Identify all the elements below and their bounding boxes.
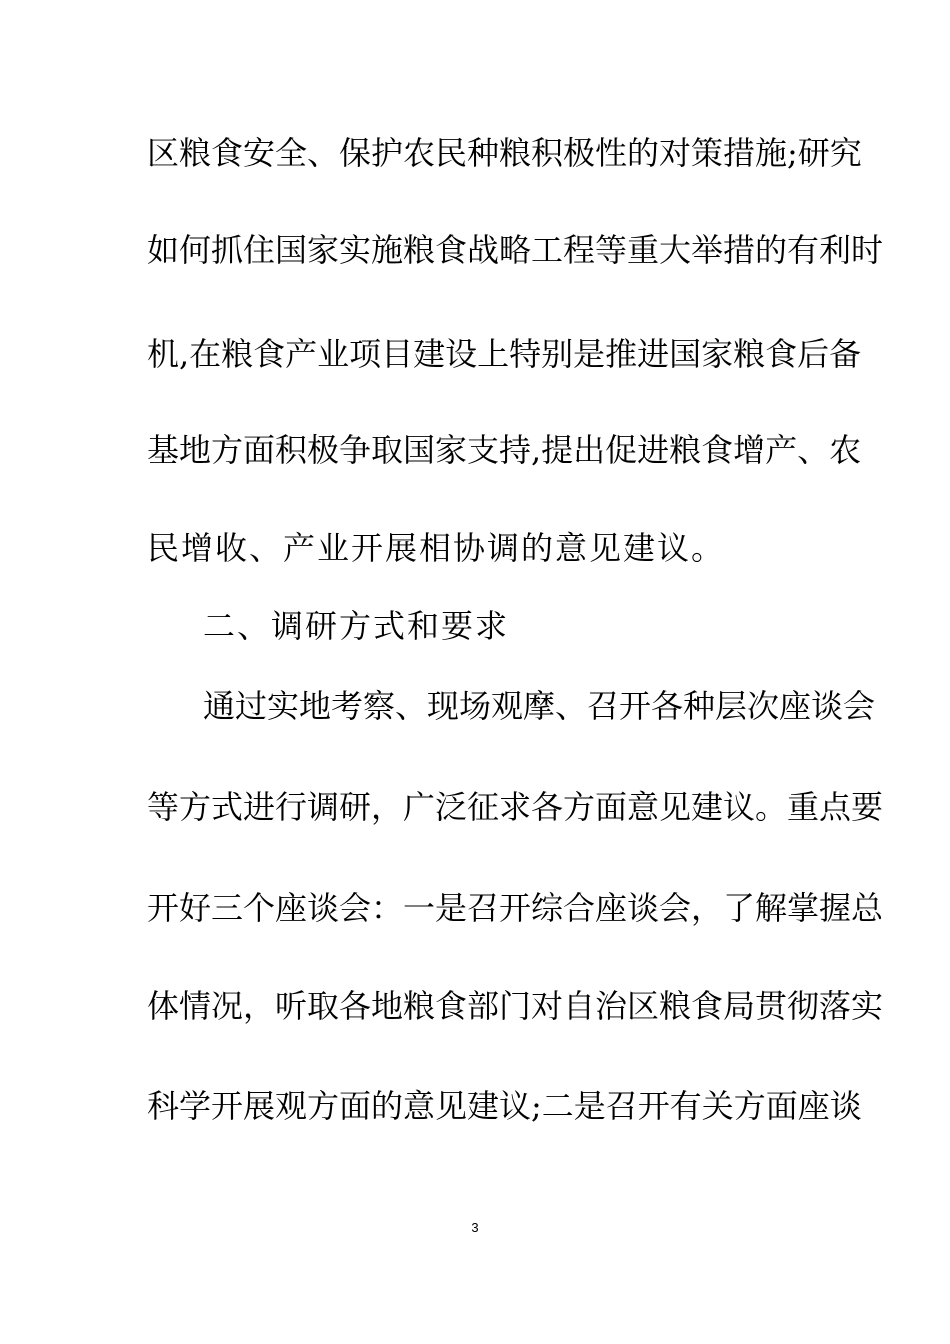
body-text-line: 民增收、产业开展相协调的意见建议。 [147, 529, 726, 567]
body-text-line: 如何抓住国家实施粮食战略工程等重大举措的有利时 [147, 231, 884, 269]
body-text-line: 科学开展观方面的意见建议;二是召开有关方面座谈 [147, 1087, 862, 1125]
body-text-line: 区粮食安全、保护农民种粮积极性的对策措施;研究 [147, 134, 862, 172]
body-text-line: 基地方面积极争取国家支持,提出促进粮食增产、农 [147, 431, 862, 469]
body-text-line: 开好三个座谈会：一是召开综合座谈会，了解掌握总 [147, 889, 884, 927]
body-text-line: 机,在粮食产业项目建设上特别是推进国家粮食后备 [147, 335, 862, 373]
section-heading: 二、调研方式和要求 [203, 607, 510, 645]
page-number: 3 [471, 1220, 479, 1235]
body-text-line: 通过实地考察、现场观摩、召开各种层次座谈会 [203, 687, 876, 725]
body-text-line: 等方式进行调研，广泛征求各方面意见建议。重点要 [147, 788, 884, 826]
body-text-line: 体情况，听取各地粮食部门对自治区粮食局贯彻落实 [147, 987, 884, 1025]
